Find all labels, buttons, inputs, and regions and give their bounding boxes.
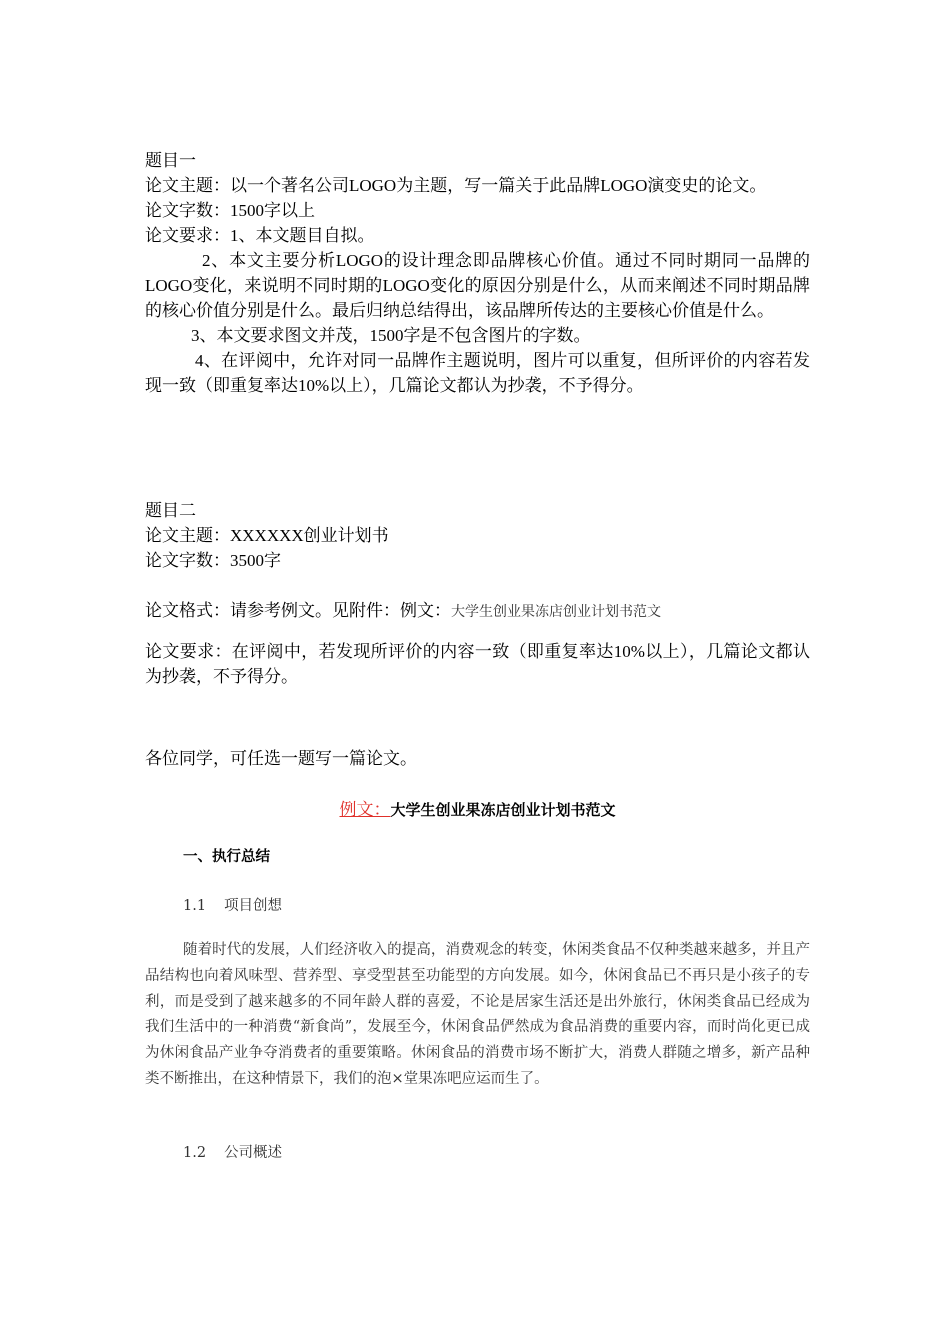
topic-one-heading: 题目一 bbox=[145, 151, 196, 170]
sample-title-text: 大学生创业果冻店创业计划书范文 bbox=[390, 801, 616, 819]
topic-one-requirement-4: 4、在评阅中，允许对同一品牌作主题说明，图片可以重复，但所评价的内容若发现一致（即重复率达10%以上），几篇论文都认为抄袭，不予得分。 bbox=[145, 351, 810, 395]
sample-title bbox=[145, 795, 810, 820]
subsection-number: 1.1 bbox=[183, 898, 207, 914]
subsection-1-1 bbox=[183, 894, 282, 915]
topic-two-requirement: 论文要求：在评阅中，若发现所评价的内容一致（即重复率达10%以上），几篇论文都认为抄袭，不予得分。 bbox=[145, 642, 810, 686]
topic-one-word-count: 论文字数：1500字以上 bbox=[145, 201, 315, 220]
topic-two-heading: 题目二 bbox=[145, 501, 196, 520]
topic-one-requirement-2: 2、本文主要分析LOGO的设计理念即品牌核心价值。通过不同时期同一品牌的LOGO变化，来说明不同时期的LOGO变化的原因分别是什么，从而来阐述不同时期品牌的核心价值分别是什么。最后归纳总结得出，该品牌所传达的主要核心价值是什么。 bbox=[145, 251, 810, 320]
project-idea-paragraph: 随着时代的发展，人们经济收入的提高，消费观念的转变，休闲类食品不仅种类越来越多，并且产品结构也向着风味型、营养型、享受型甚至功能型的方向发展。如今，休闲食品已不再只是小孩子的专利，而是受到了越来越多的不同年龄人群的喜爱，不论是居家生活还是出外旅行，休闲类食品已经成为我们生活中的一种消费“新食尚”，发展至今，休闲食品俨然成为食品消费的重要内容，而时尚化更已成为休闲食品产业争夺消费者的重要策略。休闲食品的消费市场不断扩大，消费人群随之增多，新产品种类不断推出，在这种情景下，我们的泡×堂果冻吧应运而生了。 bbox=[145, 942, 810, 1087]
topic-one-theme: 论文主题：以一个著名公司LOGO为主题，写一篇关于此品牌LOGO演变史的论文。 bbox=[145, 176, 767, 195]
sample-label: 例文： bbox=[339, 800, 391, 819]
subsection-title: 公司概述 bbox=[224, 1145, 283, 1161]
section-heading-executive-summary: 一、执行总结 bbox=[183, 849, 270, 865]
topic-two-theme: 论文主题：XXXXXX创业计划书 bbox=[145, 526, 389, 545]
topic-one-section bbox=[145, 148, 810, 398]
attachment-reference: 大学生创业果冻店创业计划书范文 bbox=[451, 604, 661, 620]
topic-one-requirement-3: 3、本文要求图文并茂，1500字是不包含图片的字数。 bbox=[191, 326, 591, 345]
topic-two-word-count: 论文字数：3500字 bbox=[145, 551, 281, 570]
topic-two-format-label: 论文格式：请参考例文。见附件：例文： bbox=[145, 601, 451, 620]
topic-one-requirement-intro: 论文要求：1、本文题目自拟。 bbox=[145, 226, 375, 245]
topic-two-section bbox=[145, 498, 810, 689]
topic-two-format bbox=[145, 598, 810, 625]
notice-line: 各位同学，可任选一题写一篇论文。 bbox=[145, 749, 417, 768]
subsection-1-2 bbox=[183, 1141, 282, 1162]
subsection-number: 1.2 bbox=[183, 1145, 207, 1161]
subsection-title: 项目创想 bbox=[224, 898, 283, 914]
